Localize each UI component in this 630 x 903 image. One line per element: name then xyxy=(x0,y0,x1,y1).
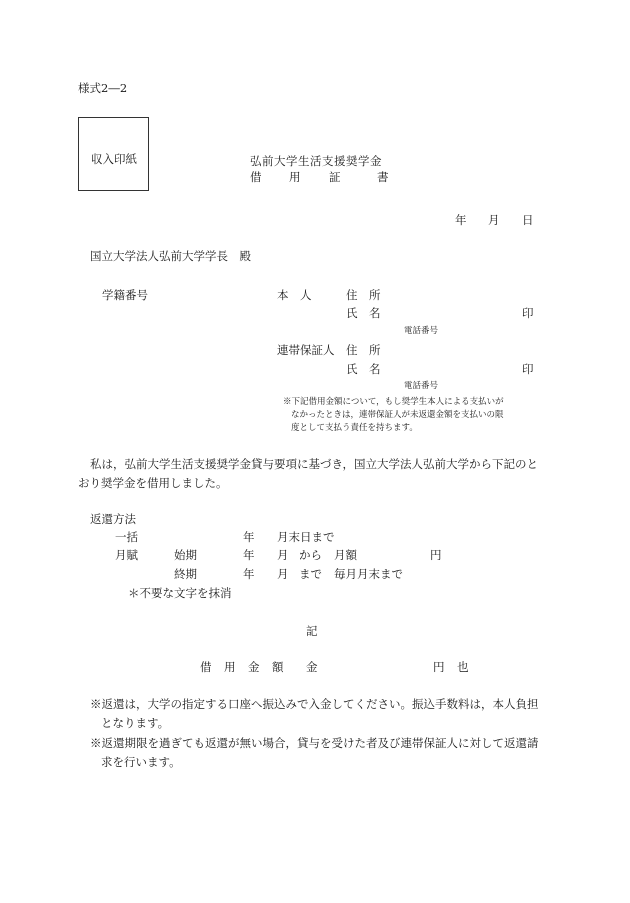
title-char: 用 xyxy=(289,170,301,184)
guarantor-note-line: ※下記借用金額について，もし奨学生本人による支払いが xyxy=(283,397,504,407)
start-month: 月 xyxy=(277,548,289,562)
title-char: 証 xyxy=(329,170,341,184)
ki-heading: 記 xyxy=(306,624,318,638)
start-label: 始期 xyxy=(174,548,197,562)
title-char: 借 xyxy=(250,170,262,184)
lump-sum-rest: 月末日まで xyxy=(277,530,335,544)
guarantor-note-line: なかったときは，連帯保証人が未返還金額を支払いの限 xyxy=(291,410,504,420)
form-number: 様式2―2 xyxy=(78,81,128,95)
note-line: ※返還期限を過ぎても返還が無い場合，貸与を受けた者及び連帯保証人に対して返還請 xyxy=(90,736,539,750)
note-line: となります。 xyxy=(101,716,170,730)
student-name-label: 氏 名 xyxy=(346,306,381,320)
title-char: 書 xyxy=(377,170,389,184)
end-year: 年 xyxy=(243,567,255,581)
date-day: 日 xyxy=(522,213,534,227)
from-label: から xyxy=(299,548,322,562)
statement-line: 私は，弘前大学生活支援奨学金貸与要項に基づき，国立大学法人弘前大学から下記のと xyxy=(90,457,539,471)
statement-line: おり奨学金を借用しました。 xyxy=(78,476,228,490)
student-phone-label: 電話番号 xyxy=(404,326,439,336)
amount-label-char: 借 xyxy=(200,660,212,674)
student-address-label: 住 所 xyxy=(346,288,381,302)
revenue-stamp-label: 収入印紙 xyxy=(91,152,137,166)
lump-sum-year: 年 xyxy=(243,530,255,544)
date-month: 月 xyxy=(488,213,500,227)
end-month: 月 xyxy=(277,567,289,581)
lump-sum-label: 一括 xyxy=(115,530,138,544)
guarantor-note-line: 度として支払う責任を持ちます。 xyxy=(291,423,418,433)
guarantor-role-label: 連帯保証人 xyxy=(277,343,335,357)
monthly-amount-yen: 円 xyxy=(430,548,442,562)
strike-note: ＊不要な文字を抹消 xyxy=(128,586,232,600)
guarantor-phone-label: 電話番号 xyxy=(404,381,439,391)
revenue-stamp-box xyxy=(78,117,149,191)
end-label: 終期 xyxy=(174,567,197,581)
guarantor-address-label: 住 所 xyxy=(346,343,381,357)
student-role-label: 本 人 xyxy=(277,288,312,302)
amount-kin: 金 xyxy=(306,660,318,674)
amount-label-char: 額 xyxy=(272,660,284,674)
guarantor-seal: 印 xyxy=(522,362,534,376)
until-label: まで xyxy=(299,567,322,581)
guarantor-name-label: 氏 名 xyxy=(346,362,381,376)
monthly-amount-label: 月額 xyxy=(334,548,357,562)
student-number-label: 学籍番号 xyxy=(102,288,148,302)
installment-label: 月賦 xyxy=(115,548,138,562)
note-line: 求を行います。 xyxy=(101,755,181,769)
addressee: 国立大学法人弘前大学学長 殿 xyxy=(90,249,251,263)
note-line: ※返還は，大学の指定する口座へ振込みで入金してください。振込手数料は，本人負担 xyxy=(90,697,539,711)
amount-nari: 也 xyxy=(457,660,469,674)
document-title: 弘前大学生活支援奨学金 xyxy=(250,154,382,168)
amount-label-char: 用 xyxy=(224,660,236,674)
repayment-heading: 返還方法 xyxy=(90,512,136,526)
amount-label-char: 金 xyxy=(248,660,260,674)
start-year: 年 xyxy=(243,548,255,562)
date-year: 年 xyxy=(455,213,467,227)
amount-yen: 円 xyxy=(433,660,445,674)
student-seal: 印 xyxy=(522,306,534,320)
end-rest: 毎月月末まで xyxy=(334,567,403,581)
